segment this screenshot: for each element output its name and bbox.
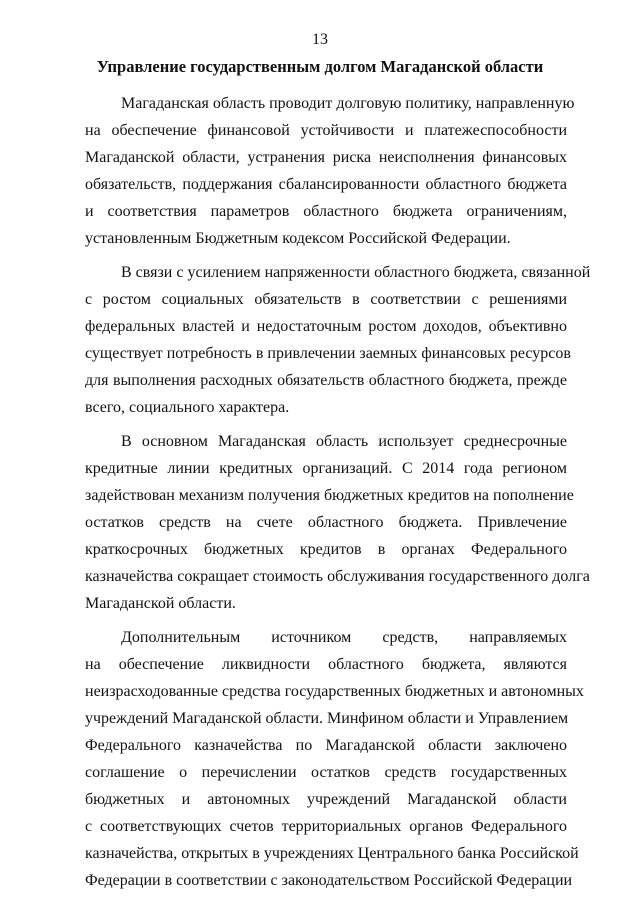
text-line: В основном Магаданская область использует среднесрочные	[121, 433, 567, 450]
text-line: неизрасходованные средства государственных бюджетных и автономных	[85, 683, 584, 700]
text-line: федеральных властей и недостаточным ростом доходов, объективно	[85, 318, 567, 335]
text-line: Дополнительным источником средств, направляемых	[121, 629, 567, 646]
text-line: существует потребность в привлечении заемных финансовых ресурсов	[85, 345, 571, 362]
text-line: на обеспечение ликвидности областного бюджета, являются	[85, 656, 567, 673]
section-title: Управление государственным долгом Магаданской области	[96, 57, 544, 76]
text-line: Магаданской области, устранения риска неисполнения финансовых	[85, 149, 567, 166]
paragraph-4	[85, 624, 584, 894]
text-line: и соответствия параметров областного бюджета ограничениям,	[85, 203, 567, 220]
text-line: установленным Бюджетным кодексом Российской Федерации.	[85, 230, 511, 247]
text-line: краткосрочных бюджетных кредитов в органах Федерального	[85, 541, 567, 558]
text-line: казначейства сокращает стоимость обслуживания государственного долга	[85, 568, 590, 585]
page-number: 13	[312, 31, 328, 48]
text-line: для выполнения расходных обязательств областного бюджета, прежде	[85, 372, 567, 389]
text-line: Федерального казначейства по Магаданской области заключено	[85, 737, 567, 754]
text-line: соглашение о перечислении остатков средств государственных	[85, 764, 567, 781]
text-line: кредитные линии кредитных организаций. С 2014 года регионом	[85, 460, 567, 477]
text-line: В связи с усилением напряженности областного бюджета, связанной	[121, 264, 591, 281]
text-line: учреждений Магаданской области. Минфином области и Управлением	[85, 710, 569, 727]
paragraph-1	[85, 90, 575, 252]
text-line: с соответствующих счетов территориальных органов Федерального	[85, 818, 567, 835]
text-line: с ростом социальных обязательств в соответствии с решениями	[85, 291, 567, 308]
document-body	[85, 90, 591, 894]
text-line: задействован механизм получения бюджетных кредитов на пополнение	[85, 487, 574, 504]
text-line: на обеспечение финансовой устойчивости и платежеспособности	[85, 122, 567, 139]
text-line: Магаданская область проводит долговую политику, направленную	[121, 95, 575, 112]
paragraph-2	[85, 259, 591, 421]
text-line: Федерации в соответствии с законодательством Российской Федерации	[85, 872, 573, 889]
text-line: Магаданской области.	[85, 595, 236, 612]
text-line: остатков средств на счете областного бюджета. Привлечение	[85, 514, 567, 531]
paragraph-3	[85, 428, 590, 617]
text-line: всего, социального характера.	[85, 399, 290, 416]
text-line: бюджетных и автономных учреждений Магаданской области	[85, 791, 567, 808]
text-line: казначейства, открытых в учреждениях Центрального банка Российской	[85, 845, 579, 862]
text-line: обязательств, поддержания сбалансированности областного бюджета	[85, 176, 567, 193]
